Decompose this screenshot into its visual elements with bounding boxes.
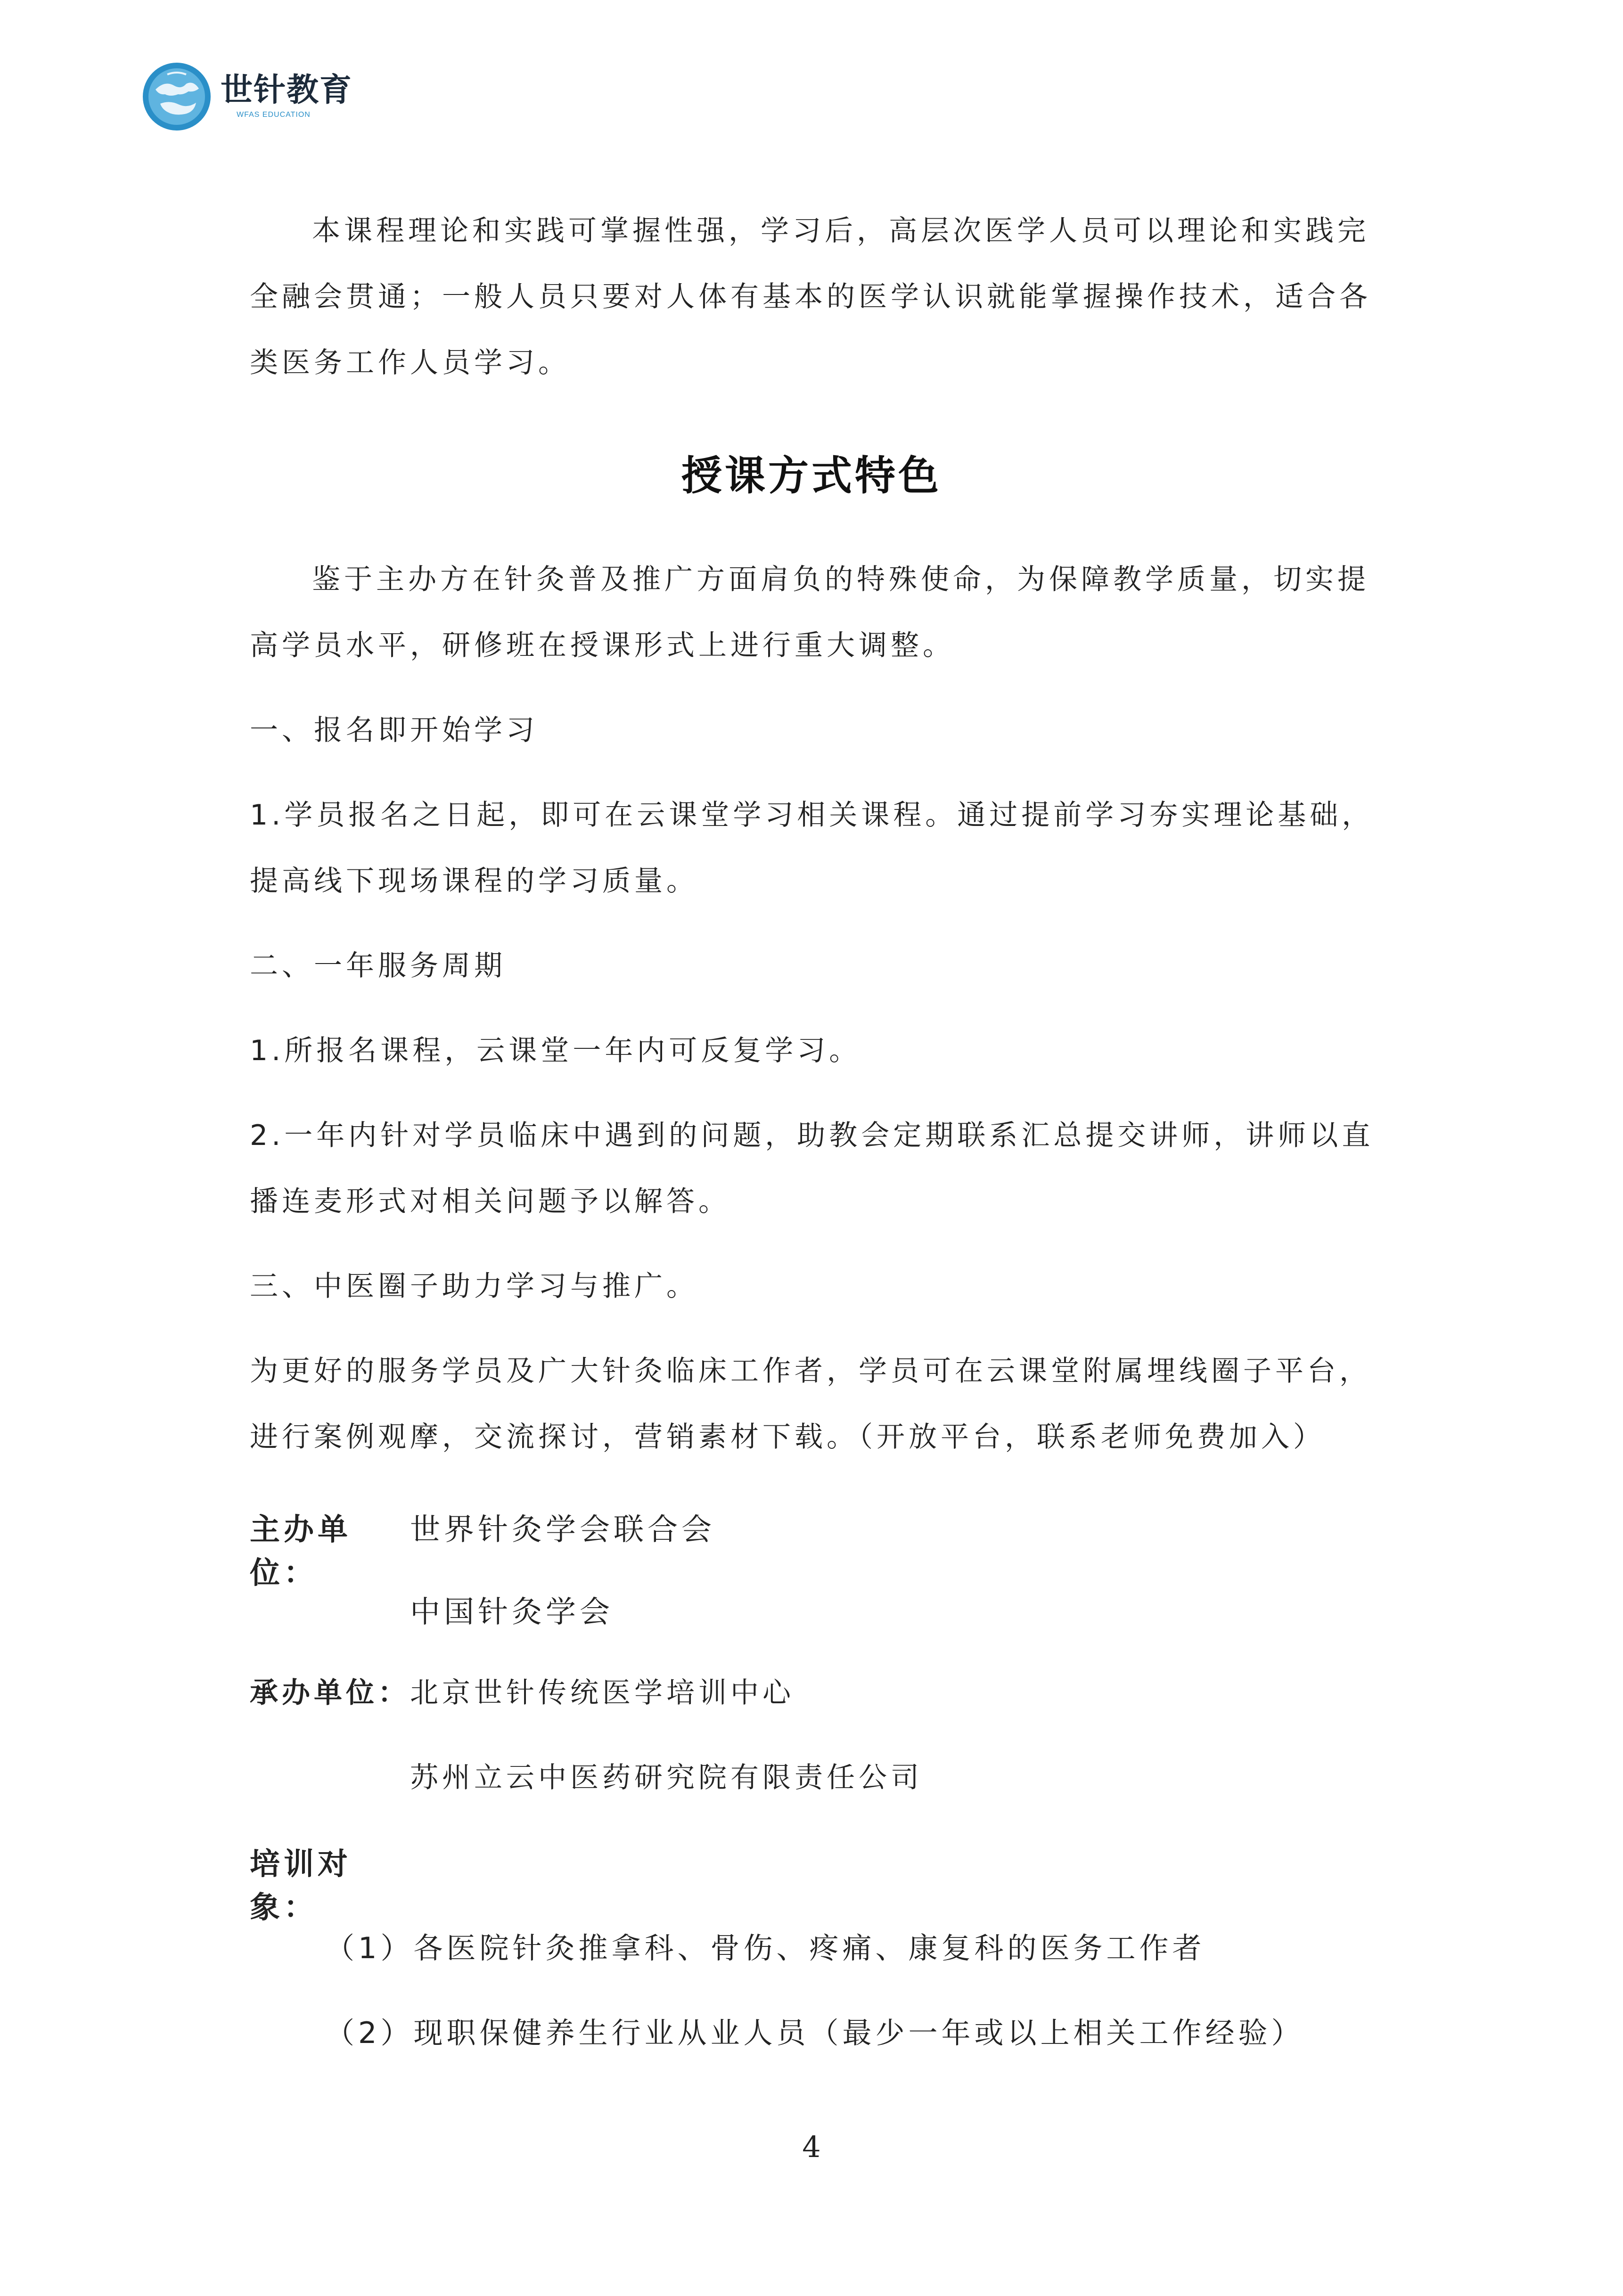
intro-paragraph: 本课程理论和实践可掌握性强，学习后，高层次医学人员可以理论和实践完全融会贯通；一般人员只要对人体有基本的医学认识就能掌握操作技术，适合各类医务工作人员学习。 <box>250 214 1371 379</box>
audience-item-2: （2）现职保健养生行业从业人员（最少一年或以上相关工作经验） <box>325 2016 1304 2050</box>
undertaker-1: 北京世针传统医学培训中心 <box>410 1676 795 1709</box>
item-2-1: 1.所报名课程，云课堂一年内可反复学习。 <box>250 1034 861 1067</box>
globe-icon <box>141 61 212 132</box>
section-intro: 鉴于主办方在针灸普及推广方面肩负的特殊使命，为保障教学质量，切实提高学员水平，研修班在授课形式上进行重大调整。 <box>250 563 1369 662</box>
host-2: 中国针灸学会 <box>410 1595 614 1630</box>
logo-subtitle: WFAS EDUCATION <box>237 111 311 119</box>
item-heading-1: 一、报名即开始学习 <box>250 714 538 747</box>
audience-row <box>250 1840 410 1927</box>
item-3-body: 为更好的服务学员及广大针灸临床工作者，学员可在云课堂附属埋线圈子平台，进行案例观摩，交流探讨，营销素材下载。（开放平台，联系老师免费加入） <box>250 1355 1371 1454</box>
audience-label: 培训对象： <box>250 1847 352 1925</box>
item-heading-3: 三、中医圈子助力学习与推广。 <box>250 1270 698 1303</box>
host-label: 主办单位： <box>250 1512 352 1591</box>
logo-name: 世针教育 <box>221 71 353 109</box>
host-1: 世界针灸学会联合会 <box>410 1512 715 1547</box>
audience-item-1: （1）各医院针灸推拿科、骨伤、疼痛、康复科的医务工作者 <box>325 1931 1205 1965</box>
brand-logo <box>141 61 352 132</box>
undertaker-row <box>250 1670 795 1711</box>
item-heading-2: 二、一年服务周期 <box>250 949 506 982</box>
host-row <box>250 1505 715 1592</box>
undertaker-label: 承办单位： <box>250 1676 410 1709</box>
page-number: 4 <box>802 2130 821 2164</box>
section-title: 授课方式特色 <box>681 452 942 499</box>
item-2-2: 2.一年内针对学员临床中遇到的问题，助教会定期联系汇总提交讲师，讲师以直播连麦形式对相关问题予以解答。 <box>250 1119 1374 1218</box>
item-1-1: 1.学员报名之日起，即可在云课堂学习相关课程。通过提前学习夯实理论基础，提高线下现场课程的学习质量。 <box>250 799 1374 898</box>
undertaker-2: 苏州立云中医药研究院有限责任公司 <box>410 1761 923 1794</box>
